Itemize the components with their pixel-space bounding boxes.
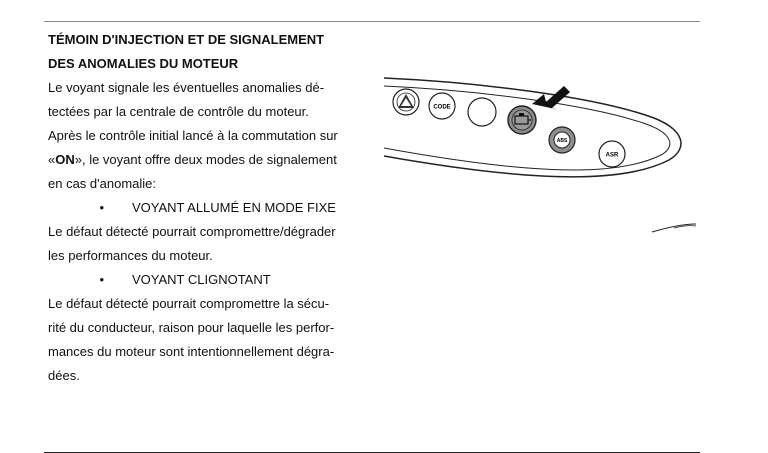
abs-indicator	[549, 127, 575, 153]
abs-label: ABS	[556, 138, 568, 144]
para1-line3: Après le contrôle initial lancé à la commutation sur	[48, 128, 338, 143]
code-button	[429, 93, 455, 119]
para1-line4	[48, 148, 378, 172]
para3-line3: mances du moteur sont intentionnellement dégra-	[48, 344, 335, 359]
bullet-dot: •	[99, 272, 104, 287]
top-rule	[44, 21, 700, 22]
bullet-text: VOYANT CLIGNOTANT	[132, 272, 271, 287]
para1-line1: Le voyant signale les éventuelles anomalies dé-	[48, 80, 325, 95]
pointer-arrow-icon	[532, 86, 570, 110]
para1-line4-rest: », le voyant offre deux modes de signalement	[74, 152, 337, 167]
para2-line1: Le défaut détecté pourrait compromettre/dégrader	[48, 224, 336, 239]
section-title-line2: DES ANOMALIES DU MOTEUR	[48, 56, 239, 71]
para3-line1: Le défaut détecté pourrait compromettre la sécu-	[48, 296, 330, 311]
hazard-triangle-icon	[393, 89, 419, 115]
fragment-lines	[652, 224, 696, 232]
bullet-item-steady	[48, 196, 378, 220]
para3-line4: dées.	[48, 368, 80, 383]
asr-label: ASR	[605, 152, 619, 159]
bullet-item-blinking	[48, 268, 378, 292]
on-keyword: ON	[55, 152, 75, 167]
bullet-dot: •	[99, 200, 104, 215]
engine-check-icon	[508, 106, 536, 134]
text-column	[48, 28, 378, 388]
section-title-line1: TÉMOIN D'INJECTION ET DE SIGNALEMENT	[48, 32, 325, 47]
para1-line2: tectées par la centrale de contrôle du moteur.	[48, 104, 309, 119]
code-label: CODE	[433, 104, 451, 111]
quote-open: «	[48, 152, 56, 167]
para3-line2: rité du conducteur, raison pour laquelle les perfor-	[48, 320, 335, 335]
blank-indicator	[468, 98, 496, 126]
asr-indicator	[599, 141, 625, 167]
bullet-text: VOYANT ALLUMÉ EN MODE FIXE	[132, 200, 336, 215]
para2-line2: les performances du moteur.	[48, 248, 213, 263]
para1-line5: en cas d'anomalie:	[48, 176, 156, 191]
dashboard-illustration	[384, 68, 704, 238]
